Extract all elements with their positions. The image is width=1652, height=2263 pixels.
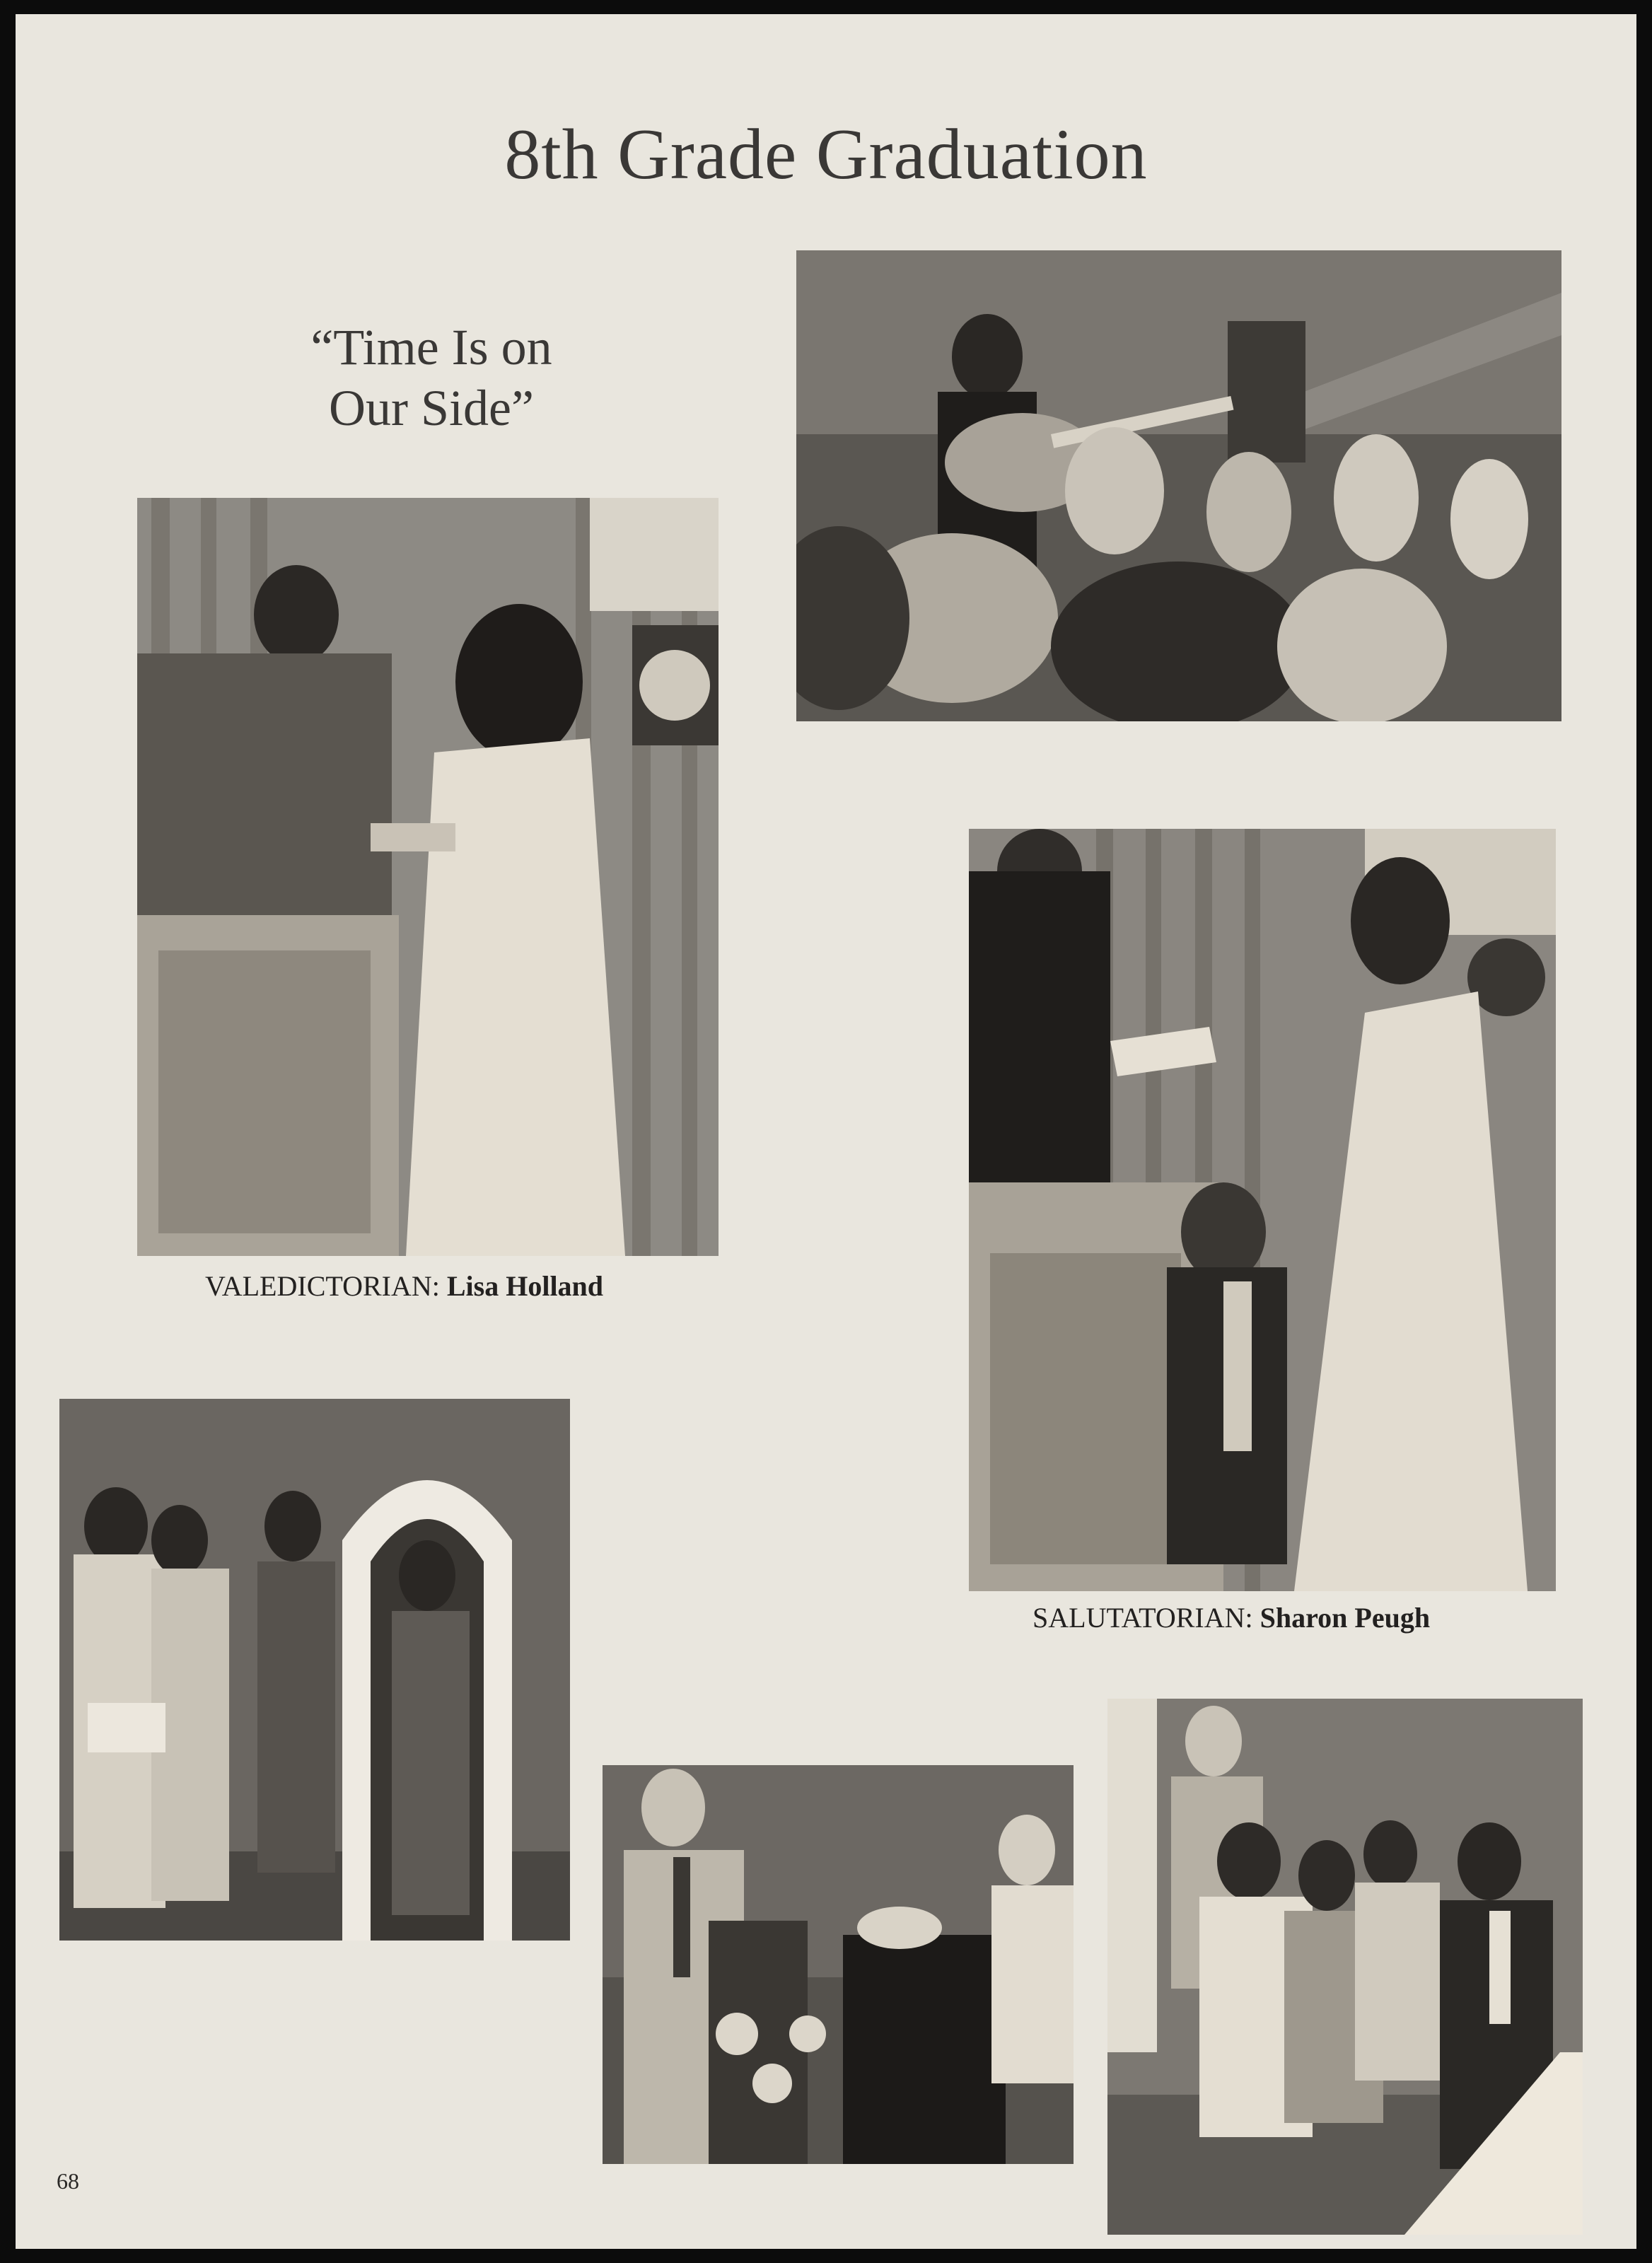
photo-boy-podium — [603, 1765, 1074, 2164]
page-title: 8th Grade Graduation — [504, 115, 1148, 194]
salutatorian-name: Sharon Peugh — [1260, 1602, 1431, 1634]
photo-valedictorian — [137, 498, 719, 1256]
theme-quote — [240, 317, 622, 438]
photo-guitar-performance — [796, 250, 1561, 721]
page-number: 68 — [57, 2168, 79, 2194]
valedictorian-label: VALEDICTORIAN: — [205, 1270, 440, 1302]
photo-seated-students — [1107, 1699, 1583, 2235]
photo-flower-arch — [59, 1399, 570, 1941]
theme-quote-line-2: Our Side” — [329, 380, 534, 436]
photo-salutatorian — [969, 829, 1556, 1591]
valedictorian-name: Lisa Holland — [446, 1270, 604, 1302]
theme-quote-line-1: “Time Is on — [310, 319, 552, 376]
salutatorian-caption — [1032, 1601, 1430, 1634]
valedictorian-caption — [205, 1269, 603, 1303]
salutatorian-label: SALUTATORIAN: — [1032, 1602, 1253, 1634]
